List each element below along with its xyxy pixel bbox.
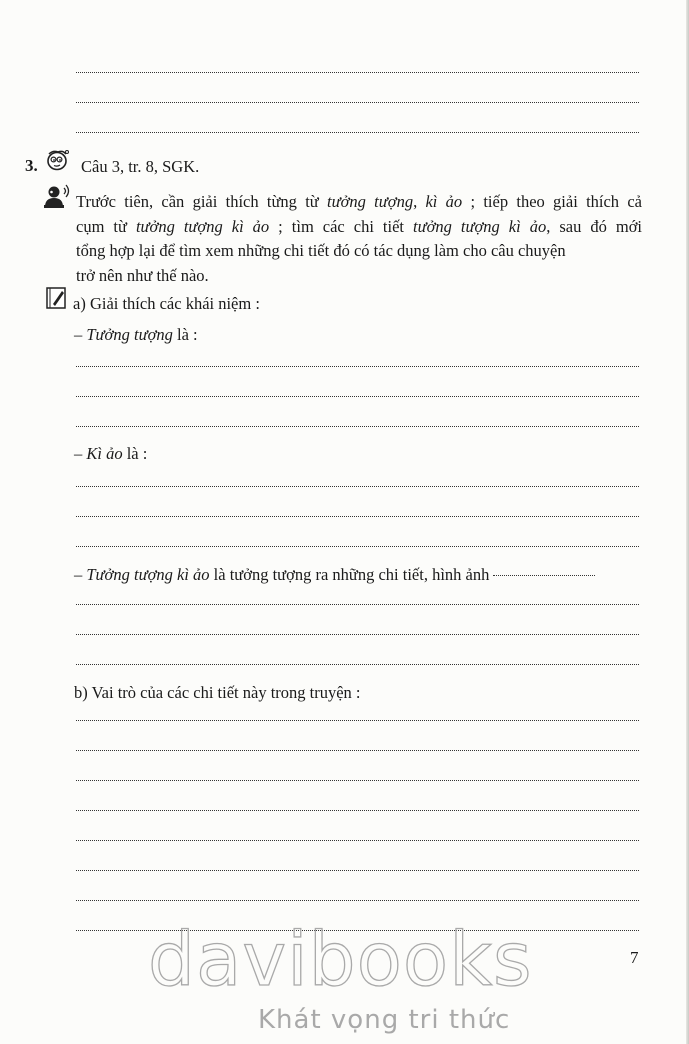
pencil-notepad-icon xyxy=(45,285,69,311)
answer-line xyxy=(76,366,639,367)
answer-line xyxy=(76,396,639,397)
answer-line xyxy=(76,486,639,487)
term-tuong-tuong-ki-ao: – Tưởng tượng kì ảo là tưởng tượng ra những chi tiết, hình ảnh xyxy=(74,563,595,587)
watermark-tagline: Khát vọng tri thức xyxy=(258,1005,511,1035)
watermark-brand: davibooks xyxy=(148,917,533,1003)
answer-line xyxy=(76,102,639,103)
part-b-heading: b) Vai trò của các chi tiết này trong truyện : xyxy=(74,683,361,702)
question-title: Câu 3, tr. 8, SGK. xyxy=(81,157,200,176)
answer-line xyxy=(76,664,639,665)
term-tuong-tuong: – Tưởng tượng là : xyxy=(74,325,198,344)
answer-line xyxy=(76,840,639,841)
answer-line xyxy=(76,780,639,781)
answer-line xyxy=(76,426,639,427)
answer-line xyxy=(76,516,639,517)
hint-line: Trước tiên, cần giải thích từng từ tưởng tượng, kì ảo ; tiếp theo giải thích cả xyxy=(76,192,642,211)
thinking-face-icon xyxy=(45,148,71,172)
answer-line xyxy=(76,546,639,547)
page-number: 7 xyxy=(630,948,639,967)
answer-line xyxy=(76,72,639,73)
hint-line: tổng hợp lại để tìm xem những chi tiết đó có tác dụng làm cho câu chuyện xyxy=(76,241,566,260)
answer-line xyxy=(76,634,639,635)
answer-line xyxy=(76,900,639,901)
answer-line xyxy=(76,720,639,721)
speaking-person-icon xyxy=(42,183,72,211)
hint-line: cụm từ tưởng tượng kì ảo ; tìm các chi tiết tưởng tượng kì ảo, sau đó mới xyxy=(76,216,643,236)
answer-line xyxy=(76,810,639,811)
answer-line xyxy=(76,870,639,871)
hint-line: trở nên như thế nào. xyxy=(76,265,209,285)
answer-line xyxy=(76,132,639,133)
hint-paragraph xyxy=(76,190,642,288)
term-ki-ao: – Kì ảo là : xyxy=(74,444,148,463)
answer-line xyxy=(76,750,639,751)
answer-line xyxy=(76,604,639,605)
question-number: 3. xyxy=(25,156,38,175)
part-a-heading: a) Giải thích các khái niệm : xyxy=(73,294,260,313)
